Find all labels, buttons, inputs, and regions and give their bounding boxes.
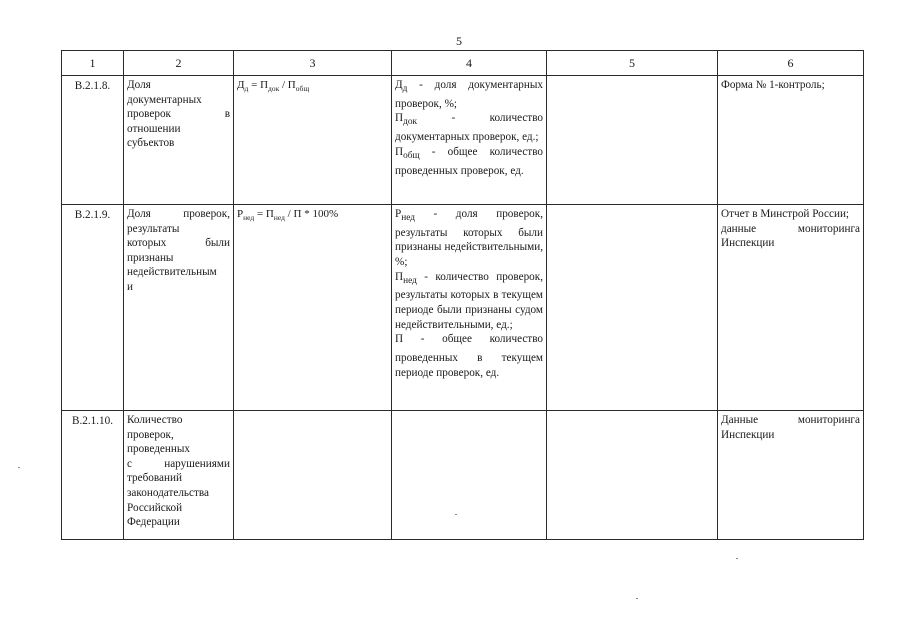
column-header: 4 xyxy=(392,51,547,76)
name-line: которых были xyxy=(127,237,230,250)
name-line: результаты xyxy=(127,222,180,235)
description-item: $П_{нед}$ - количество проверок, результаты которых в текущем периоде были признаны судом недействительными, ед.; xyxy=(395,270,543,331)
name-line: Количество xyxy=(127,414,183,426)
name-line: субъектов xyxy=(127,137,175,150)
empty-cell xyxy=(234,411,392,540)
name-line: Доля проверок, xyxy=(127,208,230,220)
name-line: с нарушениями xyxy=(127,457,230,470)
indicator-name xyxy=(124,76,234,205)
empty-cell xyxy=(547,205,718,411)
source-line: Данные мониторинга Инспекции xyxy=(721,414,860,441)
name-line: документарных xyxy=(127,93,202,106)
formula: $Д_д = П_{док} / П_{общ}$ xyxy=(234,76,392,205)
name-line: недействительным xyxy=(127,266,217,279)
source-line: Форма № 1-контроль; xyxy=(721,79,825,91)
indicator-name xyxy=(124,411,234,540)
formula: $Р_{нед} = П_{нед} / П * 100\%$ xyxy=(234,205,392,411)
description-item: П - общее количество проведенных в текущем периоде проверок, ед. xyxy=(395,333,543,379)
name-line: отношении xyxy=(127,122,181,135)
data-source xyxy=(718,205,864,411)
description-item: $Р_{нед}$ - доля проверок, результаты которых были признаны недействительными, %; xyxy=(395,208,543,269)
source-line: Отчет в Минстрой России; xyxy=(721,208,850,220)
scan-speck xyxy=(455,514,457,515)
description-item: $П_{общ}$ - общее количество проведенных проверок, ед. xyxy=(395,145,543,177)
column-header: 1 xyxy=(62,51,124,76)
name-line: Российской xyxy=(127,501,183,514)
name-line: проведенных xyxy=(127,443,190,456)
empty-cell xyxy=(547,411,718,540)
data-source xyxy=(718,76,864,205)
column-header: 3 xyxy=(234,51,392,76)
source-line: данные мониторинга Инспекции xyxy=(721,222,860,250)
column-header: 2 xyxy=(124,51,234,76)
name-line: проверок, xyxy=(127,428,174,441)
name-line: Доля xyxy=(127,79,151,91)
empty-cell xyxy=(547,76,718,205)
page-number: 5 xyxy=(456,34,462,48)
indicator-code: В.2.1.10. xyxy=(62,411,124,540)
column-header: 5 xyxy=(547,51,718,76)
variable-description xyxy=(392,76,547,205)
description-item: $Д_д$ - доля документарных проверок, %; xyxy=(395,79,543,110)
indicator-name xyxy=(124,205,234,411)
name-line: требований xyxy=(127,472,182,485)
scan-speck xyxy=(736,558,738,559)
description-item: $П_{док}$ - количество документарных проверок, ед.; xyxy=(395,112,543,144)
variable-description xyxy=(392,205,547,411)
name-line: Федерации xyxy=(127,516,180,529)
scan-speck xyxy=(18,467,20,468)
header-row xyxy=(62,51,864,76)
empty-cell xyxy=(392,411,547,540)
table-row xyxy=(62,205,864,411)
scan-speck xyxy=(636,598,638,599)
indicator-code: В.2.1.9. xyxy=(62,205,124,411)
data-source xyxy=(718,411,864,540)
name-line: проверок в xyxy=(127,108,230,121)
table-row xyxy=(62,411,864,540)
indicators-table xyxy=(61,50,864,540)
name-line: признаны xyxy=(127,251,174,264)
column-header: 6 xyxy=(718,51,864,76)
indicator-code: В.2.1.8. xyxy=(62,76,124,205)
name-line: и xyxy=(127,280,133,293)
name-line: законодательства xyxy=(127,486,209,499)
table-row xyxy=(62,76,864,205)
